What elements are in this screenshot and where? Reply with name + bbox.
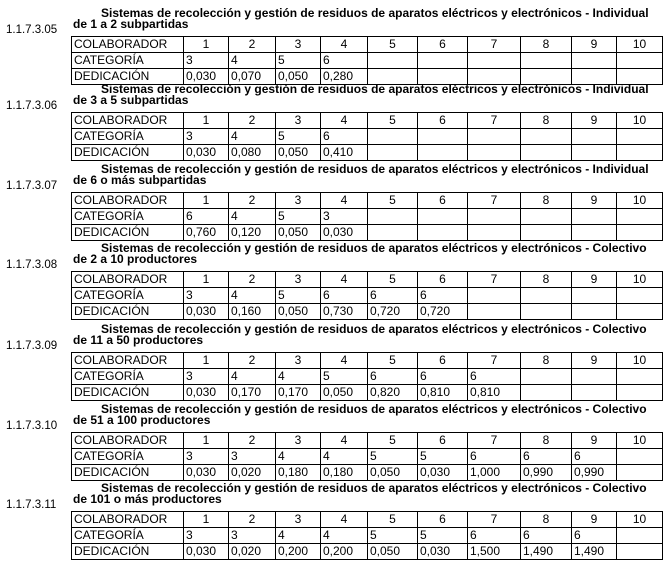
column-number: 1 [184, 272, 229, 288]
categoria-cell [617, 369, 663, 385]
section-title: Sistemas de recolección y gestión de residuos de aparatos eléctricos y electrónicos - Individual de 6 o más subpartidas [73, 162, 649, 187]
column-number: 1 [184, 193, 229, 209]
column-number: 10 [617, 37, 663, 53]
column-number: 5 [368, 353, 418, 369]
dedicacion-cell: 1,490 [572, 544, 617, 560]
dedicacion-cell [617, 225, 663, 241]
dedicacion-cell [617, 544, 663, 560]
column-number: 5 [368, 433, 418, 449]
categoria-cell: 3 [229, 528, 276, 544]
header-row [72, 193, 663, 209]
staffing-table [71, 352, 663, 401]
dedicacion-cell [572, 304, 617, 320]
section-title: Sistemas de recolección y gestión de residuos de aparatos eléctricos y electrónicos - Colectivo de 51 a 100 productores [73, 402, 647, 427]
categoria-cell [468, 209, 521, 225]
categoria-cell [617, 129, 663, 145]
dedicacion-cell: 0,990 [521, 465, 572, 481]
categoria-cell: 4 [229, 369, 276, 385]
column-number: 6 [418, 512, 468, 528]
column-number: 3 [276, 37, 321, 53]
categoria-cell [418, 129, 468, 145]
categoria-cell: 6 [572, 449, 617, 465]
dedicacion-cell: 0,050 [276, 225, 321, 241]
column-number: 7 [468, 193, 521, 209]
categoria-label: CATEGORÍA [72, 369, 184, 385]
column-number: 2 [229, 353, 276, 369]
categoria-cell [468, 129, 521, 145]
dedicacion-cell [468, 145, 521, 161]
dedicacion-cell: 0,200 [321, 544, 368, 560]
column-number: 1 [184, 353, 229, 369]
categoria-cell: 5 [418, 528, 468, 544]
column-number: 9 [572, 37, 617, 53]
categoria-cell: 3 [184, 369, 229, 385]
dedicacion-cell: 0,720 [368, 304, 418, 320]
categoria-label: CATEGORÍA [72, 449, 184, 465]
categoria-cell: 6 [572, 528, 617, 544]
categoria-label: CATEGORÍA [72, 209, 184, 225]
column-number: 9 [572, 193, 617, 209]
categoria-cell: 4 [229, 129, 276, 145]
column-number: 7 [468, 433, 521, 449]
column-number: 5 [368, 37, 418, 53]
column-number: 9 [572, 433, 617, 449]
column-number: 10 [617, 433, 663, 449]
staffing-table [71, 36, 663, 85]
column-number: 8 [521, 433, 572, 449]
categoria-cell: 5 [418, 449, 468, 465]
dedicacion-cell: 0,030 [184, 465, 229, 481]
dedicacion-cell: 1,490 [521, 544, 572, 560]
dedicacion-cell: 0,030 [184, 385, 229, 401]
column-number: 1 [184, 512, 229, 528]
categoria-cell: 4 [321, 449, 368, 465]
column-number: 10 [617, 353, 663, 369]
categoria-label: CATEGORÍA [72, 53, 184, 69]
dedicacion-cell: 0,820 [368, 385, 418, 401]
categoria-cell [572, 209, 617, 225]
dedicacion-cell: 0,050 [276, 304, 321, 320]
categoria-row [72, 288, 663, 304]
dedicacion-cell: 0,720 [418, 304, 468, 320]
colaborador-label: COLABORADOR [72, 37, 184, 53]
categoria-cell: 6 [184, 209, 229, 225]
column-number: 7 [468, 512, 521, 528]
dedicacion-cell [468, 304, 521, 320]
categoria-cell [521, 369, 572, 385]
column-number: 6 [418, 353, 468, 369]
section-code: 1.1.7.3.11 [6, 499, 57, 511]
section-1-1-7-3-10 [0, 404, 670, 484]
categoria-cell: 5 [276, 129, 321, 145]
categoria-cell [368, 53, 418, 69]
dedicacion-label: DEDICACIÓN [72, 304, 184, 320]
column-number: 2 [229, 37, 276, 53]
column-number: 8 [521, 272, 572, 288]
categoria-cell: 4 [229, 288, 276, 304]
section-title: Sistemas de recolección y gestión de residuos de aparatos eléctricos y electrónicos - Individual de 3 a 5 subpartidas [73, 82, 649, 107]
header-row [72, 353, 663, 369]
categoria-cell: 6 [521, 449, 572, 465]
categoria-cell [617, 288, 663, 304]
column-number: 7 [468, 272, 521, 288]
dedicacion-row [72, 304, 663, 320]
categoria-cell: 6 [321, 53, 368, 69]
column-number: 8 [521, 113, 572, 129]
dedicacion-cell: 0,170 [276, 385, 321, 401]
section-1-1-7-3-08 [0, 243, 670, 323]
categoria-cell [521, 129, 572, 145]
section-code: 1.1.7.3.06 [6, 100, 58, 112]
categoria-label: CATEGORÍA [72, 129, 184, 145]
dedicacion-cell: 0,120 [229, 225, 276, 241]
dedicacion-label: DEDICACIÓN [72, 465, 184, 481]
categoria-cell: 5 [276, 288, 321, 304]
dedicacion-cell: 0,160 [229, 304, 276, 320]
dedicacion-label: DEDICACIÓN [72, 145, 184, 161]
categoria-cell [617, 53, 663, 69]
dedicacion-cell: 1,000 [468, 465, 521, 481]
staffing-table [71, 432, 663, 481]
column-number: 6 [418, 37, 468, 53]
dedicacion-cell: 0,180 [276, 465, 321, 481]
categoria-cell: 5 [368, 528, 418, 544]
column-number: 7 [468, 37, 521, 53]
section-title: Sistemas de recolección y gestión de residuos de aparatos eléctricos y electrónicos - Colectivo de 2 a 10 productores [73, 241, 647, 266]
dedicacion-cell [368, 145, 418, 161]
column-number: 8 [521, 512, 572, 528]
header-row [72, 37, 663, 53]
categoria-cell: 6 [368, 288, 418, 304]
colaborador-label: COLABORADOR [72, 353, 184, 369]
dedicacion-cell: 0,050 [276, 69, 321, 85]
column-number: 4 [321, 353, 368, 369]
column-number: 4 [321, 433, 368, 449]
categoria-cell [468, 53, 521, 69]
dedicacion-cell: 0,180 [321, 465, 368, 481]
dedicacion-cell: 0,280 [321, 69, 368, 85]
dedicacion-cell: 0,170 [229, 385, 276, 401]
dedicacion-cell [572, 145, 617, 161]
dedicacion-cell [617, 465, 663, 481]
column-number: 8 [521, 37, 572, 53]
categoria-cell: 6 [321, 129, 368, 145]
column-number: 10 [617, 113, 663, 129]
column-number: 3 [276, 353, 321, 369]
column-number: 9 [572, 272, 617, 288]
column-number: 10 [617, 512, 663, 528]
categoria-cell [521, 53, 572, 69]
categoria-cell: 4 [229, 53, 276, 69]
section-1-1-7-3-11 [0, 483, 670, 563]
column-number: 4 [321, 512, 368, 528]
column-number: 4 [321, 37, 368, 53]
dedicacion-cell [617, 304, 663, 320]
dedicacion-cell: 0,050 [321, 385, 368, 401]
categoria-cell: 6 [521, 528, 572, 544]
dedicacion-cell [521, 225, 572, 241]
section-code: 1.1.7.3.10 [6, 420, 58, 432]
categoria-cell: 6 [468, 449, 521, 465]
column-number: 3 [276, 113, 321, 129]
categoria-cell: 6 [368, 369, 418, 385]
dedicacion-cell [418, 145, 468, 161]
column-number: 2 [229, 433, 276, 449]
section-code: 1.1.7.3.05 [6, 24, 58, 36]
dedicacion-cell [521, 145, 572, 161]
dedicacion-row [72, 145, 663, 161]
dedicacion-label: DEDICACIÓN [72, 69, 184, 85]
column-number: 8 [521, 353, 572, 369]
dedicacion-row [72, 465, 663, 481]
column-number: 1 [184, 113, 229, 129]
categoria-cell: 3 [184, 53, 229, 69]
categoria-cell: 4 [276, 528, 321, 544]
section-1-1-7-3-06 [0, 84, 670, 164]
dedicacion-cell: 0,030 [321, 225, 368, 241]
categoria-cell: 6 [468, 528, 521, 544]
dedicacion-cell: 0,810 [418, 385, 468, 401]
dedicacion-cell: 0,030 [184, 544, 229, 560]
dedicacion-cell [572, 385, 617, 401]
column-number: 7 [468, 113, 521, 129]
categoria-label: CATEGORÍA [72, 528, 184, 544]
column-number: 10 [617, 193, 663, 209]
dedicacion-row [72, 544, 663, 560]
categoria-cell [368, 209, 418, 225]
dedicacion-cell [368, 225, 418, 241]
categoria-cell: 5 [321, 369, 368, 385]
column-number: 5 [368, 193, 418, 209]
dedicacion-label: DEDICACIÓN [72, 544, 184, 560]
dedicacion-cell: 0,990 [572, 465, 617, 481]
dedicacion-row [72, 385, 663, 401]
categoria-cell: 4 [321, 528, 368, 544]
dedicacion-cell [418, 225, 468, 241]
dedicacion-cell: 1,500 [468, 544, 521, 560]
dedicacion-cell: 0,050 [276, 145, 321, 161]
categoria-cell [468, 288, 521, 304]
column-number: 9 [572, 113, 617, 129]
column-number: 6 [418, 433, 468, 449]
column-number: 5 [368, 512, 418, 528]
dedicacion-row [72, 225, 663, 241]
categoria-row [72, 369, 663, 385]
dedicacion-cell [468, 225, 521, 241]
header-row [72, 113, 663, 129]
categoria-cell: 4 [229, 209, 276, 225]
categoria-cell: 3 [184, 449, 229, 465]
dedicacion-cell: 0,050 [368, 544, 418, 560]
colaborador-label: COLABORADOR [72, 272, 184, 288]
dedicacion-cell [521, 385, 572, 401]
dedicacion-cell: 0,080 [229, 145, 276, 161]
dedicacion-cell [521, 304, 572, 320]
dedicacion-cell [572, 225, 617, 241]
column-number: 6 [418, 113, 468, 129]
staffing-table [71, 112, 663, 161]
categoria-cell: 6 [418, 288, 468, 304]
dedicacion-cell: 0,020 [229, 544, 276, 560]
dedicacion-cell: 0,760 [184, 225, 229, 241]
dedicacion-label: DEDICACIÓN [72, 385, 184, 401]
column-number: 4 [321, 113, 368, 129]
column-number: 9 [572, 353, 617, 369]
categoria-cell: 5 [276, 209, 321, 225]
categoria-cell [617, 209, 663, 225]
column-number: 1 [184, 433, 229, 449]
categoria-cell [617, 528, 663, 544]
section-title: Sistemas de recolección y gestión de residuos de aparatos eléctricos y electrónicos - Individual de 1 a 2 subpartidas [73, 6, 649, 31]
column-number: 4 [321, 193, 368, 209]
categoria-cell [418, 209, 468, 225]
column-number: 6 [418, 193, 468, 209]
column-number: 2 [229, 113, 276, 129]
dedicacion-cell: 0,030 [184, 304, 229, 320]
dedicacion-cell [617, 385, 663, 401]
dedicacion-cell: 0,070 [229, 69, 276, 85]
categoria-cell: 3 [229, 449, 276, 465]
categoria-row [72, 528, 663, 544]
section-code: 1.1.7.3.08 [6, 259, 58, 271]
categoria-cell: 3 [184, 288, 229, 304]
column-number: 3 [276, 193, 321, 209]
column-number: 2 [229, 512, 276, 528]
categoria-cell: 3 [184, 129, 229, 145]
dedicacion-cell: 0,030 [184, 69, 229, 85]
column-number: 10 [617, 272, 663, 288]
section-1-1-7-3-07 [0, 164, 670, 244]
categoria-cell: 6 [418, 369, 468, 385]
categoria-cell [572, 129, 617, 145]
categoria-row [72, 449, 663, 465]
colaborador-label: COLABORADOR [72, 113, 184, 129]
categoria-cell: 3 [184, 528, 229, 544]
categoria-label: CATEGORÍA [72, 288, 184, 304]
colaborador-label: COLABORADOR [72, 512, 184, 528]
categoria-cell: 4 [276, 449, 321, 465]
column-number: 1 [184, 37, 229, 53]
categoria-cell [572, 53, 617, 69]
section-title: Sistemas de recolección y gestión de residuos de aparatos eléctricos y electrónicos - Colectivo de 11 a 50 productores [73, 322, 647, 347]
header-row [72, 433, 663, 449]
categoria-row [72, 53, 663, 69]
categoria-cell: 5 [368, 449, 418, 465]
column-number: 2 [229, 193, 276, 209]
column-number: 5 [368, 113, 418, 129]
categoria-cell [572, 369, 617, 385]
header-row [72, 272, 663, 288]
column-number: 2 [229, 272, 276, 288]
categoria-cell [617, 449, 663, 465]
dedicacion-cell [617, 145, 663, 161]
dedicacion-cell: 0,030 [418, 465, 468, 481]
column-number: 3 [276, 512, 321, 528]
section-code: 1.1.7.3.09 [6, 340, 58, 352]
categoria-row [72, 209, 663, 225]
section-title: Sistemas de recolección y gestión de residuos de aparatos eléctricos y electrónicos - Colectivo de 101 o más productores [73, 481, 647, 506]
section-code: 1.1.7.3.07 [6, 180, 58, 192]
categoria-cell [521, 288, 572, 304]
header-row [72, 512, 663, 528]
staffing-table [71, 271, 663, 320]
categoria-cell: 5 [276, 53, 321, 69]
dedicacion-cell: 0,810 [468, 385, 521, 401]
categoria-cell: 6 [321, 288, 368, 304]
dedicacion-cell: 0,020 [229, 465, 276, 481]
categoria-row [72, 129, 663, 145]
dedicacion-cell: 0,030 [418, 544, 468, 560]
dedicacion-label: DEDICACIÓN [72, 225, 184, 241]
dedicacion-cell: 0,050 [368, 465, 418, 481]
staffing-table [71, 511, 663, 560]
column-number: 3 [276, 272, 321, 288]
categoria-cell [418, 53, 468, 69]
dedicacion-cell: 0,200 [276, 544, 321, 560]
categoria-cell: 4 [276, 369, 321, 385]
categoria-cell [572, 288, 617, 304]
column-number: 6 [418, 272, 468, 288]
section-1-1-7-3-09 [0, 324, 670, 404]
section-1-1-7-3-05 [0, 8, 670, 88]
colaborador-label: COLABORADOR [72, 433, 184, 449]
dedicacion-cell: 0,730 [321, 304, 368, 320]
categoria-cell: 3 [321, 209, 368, 225]
column-number: 4 [321, 272, 368, 288]
column-number: 5 [368, 272, 418, 288]
categoria-cell [368, 129, 418, 145]
categoria-cell: 6 [468, 369, 521, 385]
staffing-table [71, 192, 663, 241]
column-number: 9 [572, 512, 617, 528]
colaborador-label: COLABORADOR [72, 193, 184, 209]
column-number: 7 [468, 353, 521, 369]
column-number: 8 [521, 193, 572, 209]
column-number: 3 [276, 433, 321, 449]
dedicacion-cell: 0,030 [184, 145, 229, 161]
dedicacion-cell: 0,410 [321, 145, 368, 161]
categoria-cell [521, 209, 572, 225]
